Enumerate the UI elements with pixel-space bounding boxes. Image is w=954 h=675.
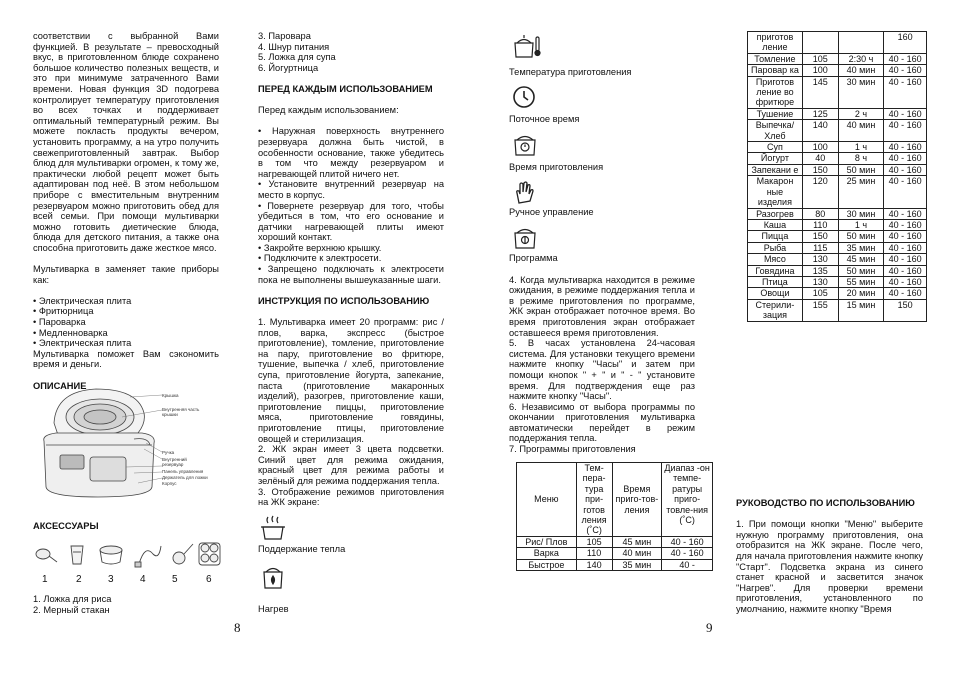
table-row xyxy=(748,108,927,119)
table-cell: 30 мин xyxy=(838,76,884,108)
table-cell: 110 xyxy=(576,548,612,559)
heating-icon xyxy=(260,562,286,592)
instruction-item: 1. Мультиварка имеет 20 программ: рис / плов, варка, экспресс (быстрое приготовление), томление, приготовление на пару, приготовление во фритюре, тушение, выпечка / хлеб, приготовление супа, приготовление йогурта, запекание, паста (приготовление макаронных изделий), разогрев, приготовление каши, приготовление пиццы, приготовление мяса, приготовление говядины, приготовление птицы, приготовление овощей и стерилизация. xyxy=(258,317,444,444)
page-number-right: 9 xyxy=(706,620,713,635)
table-row xyxy=(748,176,927,208)
table-cell: 105 xyxy=(802,288,838,299)
usage-guide-heading: РУКОВОДСТВО ПО ИСПОЛЬЗОВАНИЮ xyxy=(736,498,915,508)
table-cell: 40 - 160 xyxy=(884,120,927,142)
table-cell: Суп xyxy=(748,142,803,153)
table-cell: Стерили- зация xyxy=(748,299,803,321)
accessory-item: 2. Мерный стакан xyxy=(33,604,110,615)
before-use-item: • Установите внутренний резервуар на место в корпус. xyxy=(258,179,444,200)
table-cell: 40 мин xyxy=(838,65,884,76)
before-use-intro: Перед каждым использованием: xyxy=(258,105,399,116)
table-row xyxy=(748,120,927,142)
clock-icon xyxy=(511,84,537,110)
table-row xyxy=(748,76,927,108)
replaces-item: • Фритюрница xyxy=(33,306,94,317)
table-cell: приготов ление xyxy=(748,32,803,54)
accessory-item: 6. Йогуртница xyxy=(258,62,319,73)
table-cell xyxy=(838,32,884,54)
table-cell: Тушение xyxy=(748,108,803,119)
table-cell: 40 - 160 xyxy=(884,219,927,230)
table-header-cell: Тем-пера-тура при-готов ления (˚C) xyxy=(576,463,612,537)
left-column-2 xyxy=(258,31,444,615)
left-column-1 xyxy=(33,31,219,391)
accessory-item: 4. Шнур питания xyxy=(258,41,330,52)
accessory-item: 1. Ложка для риса xyxy=(33,594,112,604)
icon-label: Поточное время xyxy=(509,113,580,124)
saves-text: Мультиварка поможет Вам сэкономить время и деньги. xyxy=(33,348,219,370)
table-cell: 50 мин xyxy=(838,231,884,242)
accessories-drawing xyxy=(33,538,223,572)
table-cell: 15 мин xyxy=(838,299,884,321)
table-row xyxy=(748,65,927,76)
table-cell: 25 мин xyxy=(838,176,884,208)
thermometer-pot-icon xyxy=(511,31,541,61)
icon-label: Программа xyxy=(509,253,558,264)
table-cell: 120 xyxy=(802,176,838,208)
table-cell: 40 - 160 xyxy=(884,265,927,276)
table-cell: 40 - 160 xyxy=(884,65,927,76)
table-cell: 40 - 160 xyxy=(662,536,713,547)
power-cord-icon xyxy=(135,546,161,567)
table-row xyxy=(517,559,713,570)
figure-label-body: Корпус xyxy=(162,481,177,486)
table-cell: 20 мин xyxy=(838,288,884,299)
table-cell: Рис/ Плов xyxy=(517,536,577,547)
figure-label-control-panel: Панель управления xyxy=(162,469,204,474)
table-row xyxy=(748,153,927,164)
table-cell: 40 - 160 xyxy=(884,142,927,153)
table-cell: 1 ч xyxy=(838,219,884,230)
accessory-item: 3. Паровара xyxy=(258,31,311,41)
program-icon xyxy=(511,223,539,251)
table-cell: 40 - 160 xyxy=(884,208,927,219)
table-header-cell: Диапаз -он темпе-ратуры приго-товле-ния (˚C) xyxy=(662,463,713,537)
figure-label-inner-pot: Внутренний резервуар xyxy=(162,457,187,467)
table-cell: Каша xyxy=(748,219,803,230)
accessory-number: 1 xyxy=(42,574,48,585)
table-cell: 155 xyxy=(802,299,838,321)
before-use-item: • Закройте верхнюю крышку. xyxy=(258,242,382,253)
before-use-item: • Наружная поверхность внутреннего резервуара должна быть чистой, в особенности основание, также убедитесь в том что между резервуаром и нагревающей плитой ничего нет. xyxy=(258,126,444,179)
table-cell: Рыба xyxy=(748,242,803,253)
table-cell: 150 xyxy=(802,164,838,175)
icon-label: Время приготовления xyxy=(509,162,604,173)
table-cell: 40 - 160 xyxy=(884,53,927,64)
multicooker-diagram xyxy=(33,380,230,503)
programs-table-part2 xyxy=(747,31,927,322)
table-cell: 40 - 160 xyxy=(884,276,927,287)
table-cell: 150 xyxy=(884,299,927,321)
table-row xyxy=(748,242,927,253)
table-cell: 35 мин xyxy=(612,559,662,570)
table-cell: 2:30 ч xyxy=(838,53,884,64)
table-cell: 50 мин xyxy=(838,265,884,276)
table-cell xyxy=(802,32,838,54)
table-cell: 145 xyxy=(802,76,838,108)
table-cell: 135 xyxy=(802,265,838,276)
before-use-item: • Повернете резервуар для того, чтобы убедиться в том, что его основание и датчики нагревающей плиты имеют хороший контакт. xyxy=(258,200,444,243)
instruction-item: 4. Когда мультиварка находится в режиме ожидания, в режиме поддержания тепла и в режиме приготовления по программе, ЖК экран отображает поточное время. Во время приготовления экран отображает оставшееся время приготовления. xyxy=(509,274,695,338)
table-cell: 40 - xyxy=(662,559,713,570)
table-cell: 140 xyxy=(802,120,838,142)
multicooker-drawing-icon xyxy=(33,380,230,503)
table-cell: 50 мин xyxy=(838,164,884,175)
table-cell: Запекани е xyxy=(748,164,803,175)
table-cell: Йогурт xyxy=(748,153,803,164)
intro-paragraph: соответствии с выбранной Вами функцией. В результате – превосходный вкус, в приготовленном блюде сохранено большое количество полезных веществ, и это при минимуме затраченного Вами времени. Новая функция 3D подогрева контролирует температуру приготовления во всех точках и поддерживает оптимальный температурный режим. Вы можете покласть продукты вечером, установить программу, а на утро получить свежеприготовленный завтрак. Выбор блюд для мультиварки огромен, к тому же, практически любой рецепт может быть адаптирован под неё. В этом небольшом приборе с вместительным внутренним резервуаром можно приготовить обед для всей семьи. При помощи мультиварки можно готовить диетические блюда, блюда для детского питания, а также она способна приготовить даже жесткое мясо. xyxy=(33,31,219,253)
table-header-cell: Меню xyxy=(517,463,577,537)
table-cell: 40 - 160 xyxy=(884,164,927,175)
table-row xyxy=(748,32,927,54)
table-cell: Выпечка/ Хлеб xyxy=(748,120,803,142)
table-cell: 150 xyxy=(802,231,838,242)
accessory-number: 6 xyxy=(206,574,212,585)
table-cell: Варка xyxy=(517,548,577,559)
figure-label-inner-lid: Внутренняя часть крышки xyxy=(162,407,200,417)
table-cell: Томление xyxy=(748,53,803,64)
table-cell: Разогрев xyxy=(748,208,803,219)
accessory-item: 5. Ложка для супа xyxy=(258,52,336,63)
before-use-item: • Запрещено подключать к электросети пока не выполнены вышеуказанные шаги. xyxy=(258,264,444,285)
table-cell: Макарон ные изделия xyxy=(748,176,803,208)
table-cell: 45 мин xyxy=(612,536,662,547)
usage-guide-text: 1. При помощи кнопки "Меню" выберите нужную программу приготовления, она отобразится на ЖК экране. После чего, для начала приготовления нажмите кнопку "Старт". Подсветка экрана из синего станет красной и засветится значок "Нагрев". Для проверки времени приготовления, установленного по умолчанию, нажмите кнопку "Время xyxy=(736,519,923,614)
table-row xyxy=(748,254,927,265)
steamer-icon xyxy=(100,546,122,564)
table-cell: 40 - 160 xyxy=(884,76,927,108)
figure-label-handle: Ручка xyxy=(162,450,175,455)
measuring-cup-icon xyxy=(71,546,83,564)
table-cell: 105 xyxy=(576,536,612,547)
icon-label: Температура приготовления xyxy=(509,67,632,77)
table-cell: Говядина xyxy=(748,265,803,276)
accessory-number: 2 xyxy=(76,574,82,585)
table-cell: 130 xyxy=(802,276,838,287)
table-cell: 40 мин xyxy=(612,548,662,559)
right-column-2 xyxy=(736,498,923,615)
table-cell: 35 мин xyxy=(838,242,884,253)
table-cell: 55 мин xyxy=(838,276,884,287)
table-cell: 40 мин xyxy=(838,120,884,142)
accessories-heading: АКСЕССУАРЫ xyxy=(33,521,99,531)
icon-label: Ручное управление xyxy=(509,206,594,217)
table-cell: 1 ч xyxy=(838,142,884,153)
table-cell: 40 - 160 xyxy=(884,108,927,119)
table-cell: 80 xyxy=(802,208,838,219)
table-cell: 40 - 160 xyxy=(884,153,927,164)
table-cell: 2 ч xyxy=(838,108,884,119)
table-row xyxy=(517,548,713,559)
instruction-heading: ИНСТРУКЦИЯ ПО ИСПОЛЬЗОВАНИЮ xyxy=(258,295,430,306)
table-cell: Мясо xyxy=(748,254,803,265)
table-row xyxy=(748,265,927,276)
replaces-item: • Пароварка xyxy=(33,317,86,328)
page-number-left: 8 xyxy=(234,620,241,635)
table-cell: 40 - 160 xyxy=(662,548,713,559)
accessory-number: 3 xyxy=(108,574,114,585)
table-row xyxy=(517,536,713,547)
table-cell: 110 xyxy=(802,219,838,230)
table-row xyxy=(748,142,927,153)
table-cell: 130 xyxy=(802,254,838,265)
table-cell: 40 - 160 xyxy=(884,254,927,265)
cooker-timer-icon xyxy=(511,130,539,158)
table-cell: 30 мин xyxy=(838,208,884,219)
keep-warm-icon xyxy=(260,514,286,542)
description-heading: ОПИСАНИЕ xyxy=(33,380,87,391)
before-use-item: • Подключите к электросети. xyxy=(258,253,382,264)
right-column-1 xyxy=(509,31,695,455)
accessories-illustration xyxy=(33,538,223,578)
table-cell: 40 - 160 xyxy=(884,288,927,299)
table-header-cell: Время приго-тов-ления xyxy=(612,463,662,537)
accessory-number: 4 xyxy=(140,574,146,585)
replaces-item: • Электрическая плита xyxy=(33,338,132,349)
replaces-item: • Электрическая плита xyxy=(33,295,132,306)
hand-icon xyxy=(511,179,537,205)
instruction-item: 7. Программы приготовления xyxy=(509,444,636,455)
table-cell: 40 - 160 xyxy=(884,176,927,208)
instruction-item: 3. Отображение режимов приготовления на ЖК экране: xyxy=(258,486,444,508)
table-cell: Быстрое xyxy=(517,559,577,570)
before-use-heading: ПЕРЕД КАЖДЫМ ИСПОЛЬЗОВАНИЕМ xyxy=(258,83,433,94)
instruction-item: 5. В часах установлена 24-часовая система. Для установки текущего времени нажмите кнопку "Часы" и затем при помощи кнопок " + " и " - " установите время. Для подтверждения еще раз нажмите кнопку "Часы". xyxy=(509,338,695,402)
yogurt-cups-icon xyxy=(199,543,220,565)
replaces-item: • Медленноварка xyxy=(33,327,108,338)
figure-label-lid: Крышка xyxy=(162,393,179,398)
table-row xyxy=(748,276,927,287)
table-row xyxy=(748,299,927,321)
table-row xyxy=(748,164,927,175)
table-row xyxy=(748,53,927,64)
accessory-number: 5 xyxy=(172,574,178,585)
soup-ladle-icon xyxy=(173,544,193,564)
figure-label-spoon-holder: Держатель для ложки xyxy=(162,475,208,480)
programs-table-part1 xyxy=(516,462,713,571)
table-cell: 125 xyxy=(802,108,838,119)
table-cell: 45 мин xyxy=(838,254,884,265)
table-cell: Птица xyxy=(748,276,803,287)
table-cell: 115 xyxy=(802,242,838,253)
table-row xyxy=(748,231,927,242)
instruction-item: 2. ЖК экран имеет 3 цвета подсветки. Синий цвет для режима ожидания, красный цвет для режима работы и зелёный для режима поддержания тепла. xyxy=(258,444,444,486)
table-cell: 8 ч xyxy=(838,153,884,164)
table-cell: 100 xyxy=(802,65,838,76)
table-cell: 40 - 160 xyxy=(884,242,927,253)
table-row xyxy=(748,288,927,299)
table-cell: 140 xyxy=(576,559,612,570)
table-row xyxy=(748,219,927,230)
table-cell: 105 xyxy=(802,53,838,64)
replaces-intro: Мультиварка в заменяет такие приборы как: xyxy=(33,264,219,285)
table-row xyxy=(748,208,927,219)
table-cell: Паровар ка xyxy=(748,65,803,76)
table-cell: 160 xyxy=(884,32,927,54)
keep-warm-label: Поддержание тепла xyxy=(258,543,346,554)
table-cell: 100 xyxy=(802,142,838,153)
table-cell: 40 - 160 xyxy=(884,231,927,242)
instruction-item: 6. Независимо от выбора программы по окончании приготовления мультиварка автоматически перейдет в режим поддержания тепла. xyxy=(509,401,695,444)
table-cell: 40 xyxy=(802,153,838,164)
table-cell: Овощи xyxy=(748,288,803,299)
table-header-row xyxy=(517,463,713,537)
table-cell: Пицца xyxy=(748,231,803,242)
rice-spoon-icon xyxy=(36,549,57,562)
table-cell: Приготов ление во фритюре xyxy=(748,76,803,108)
heating-label: Нагрев xyxy=(258,604,289,615)
